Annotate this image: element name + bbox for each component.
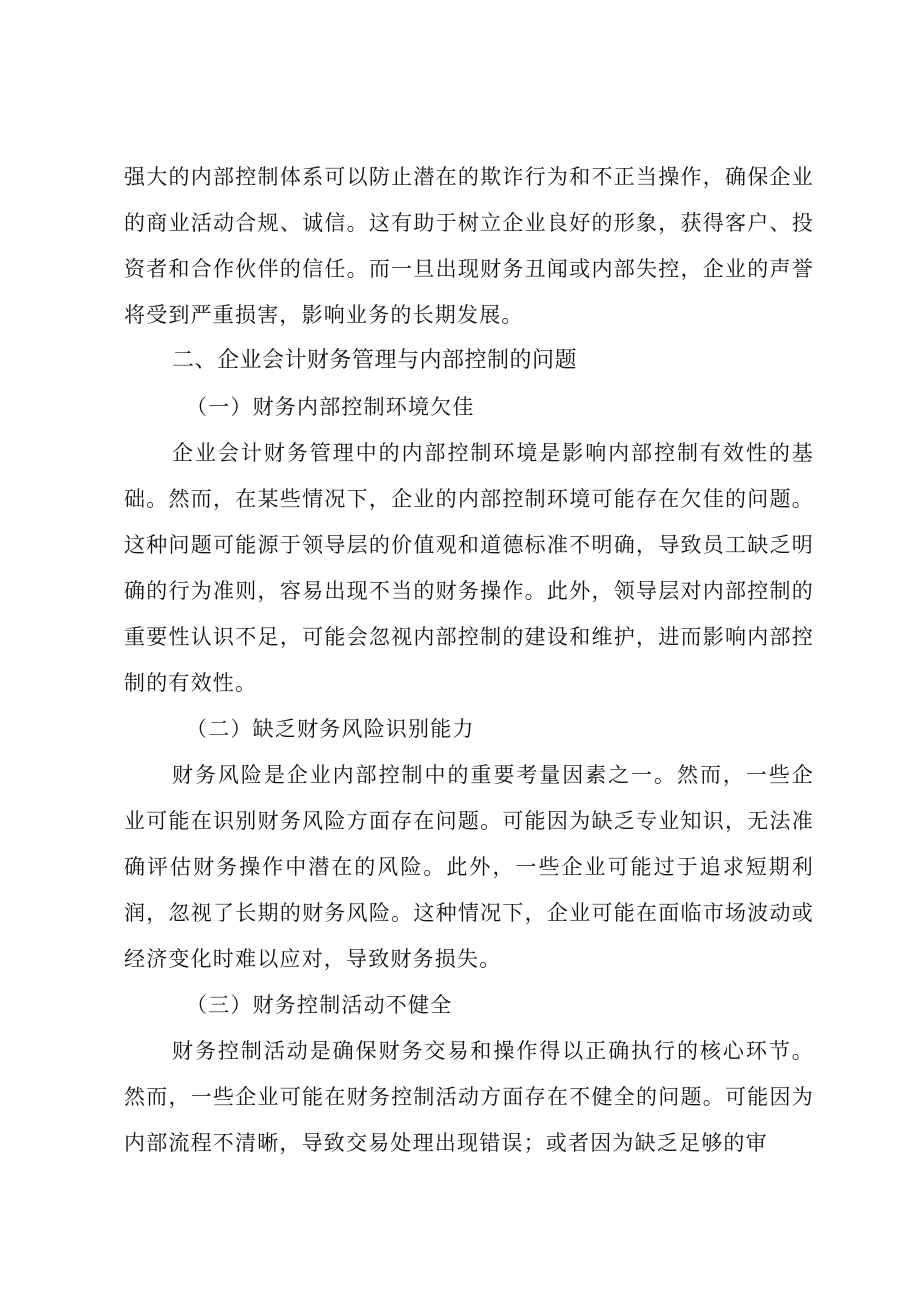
document-body bbox=[124, 154, 814, 1166]
subsection-heading-3: （三）财务控制活动不健全 bbox=[186, 993, 453, 1017]
continuation-paragraph: 强大的内部控制体系可以防止潜在的欺诈行为和不正当操作，确保企业的商业活动合规、诚信。这有助于树立企业良好的形象，获得客户、投资者和合作伙伴的信任。而一旦出现财务丑闻或内部失控，企业的声誉将受到严重损害，影响业务的长期发展。 bbox=[124, 165, 814, 327]
subsection-heading-1: （一）财务内部控制环境欠佳 bbox=[186, 395, 475, 419]
section-heading: 二、企业会计财务管理与内部控制的问题 bbox=[172, 348, 578, 373]
subsection-body-1: 企业会计财务管理中的内部控制环境是影响内部控制有效性的基础。然而，在某些情况下，企业的内部控制环境可能存在欠佳的问题。这种问题可能源于领导层的价值观和道德标准不明确，导致员工缺乏明确的行为准则，容易出现不当的财务操作。此外，领导层对内部控制的重要性认识不足，可能会忽视内部控制的建设和维护，进而影响内部控制的有效性。 bbox=[124, 441, 814, 695]
subsection-body-2: 财务风险是企业内部控制中的重要考量因素之一。然而，一些企业可能在识别财务风险方面存在问题。可能因为缺乏专业知识，无法准确评估财务操作中潜在的风险。此外，一些企业可能过于追求短期利润，忽视了长期的财务风险。这种情况下，企业可能在面临市场波动或经济变化时难以应对，导致财务损失。 bbox=[124, 763, 814, 971]
subsection-body-3: 财务控制活动是确保财务交易和操作得以正确执行的核心环节。然而，一些企业可能在财务控制活动方面存在不健全的问题。可能因为内部流程不清晰，导致交易处理出现错误；或者因为缺乏足够的审 bbox=[124, 1039, 814, 1155]
subsection-heading-2: （二）缺乏财务风险识别能力 bbox=[186, 717, 475, 741]
